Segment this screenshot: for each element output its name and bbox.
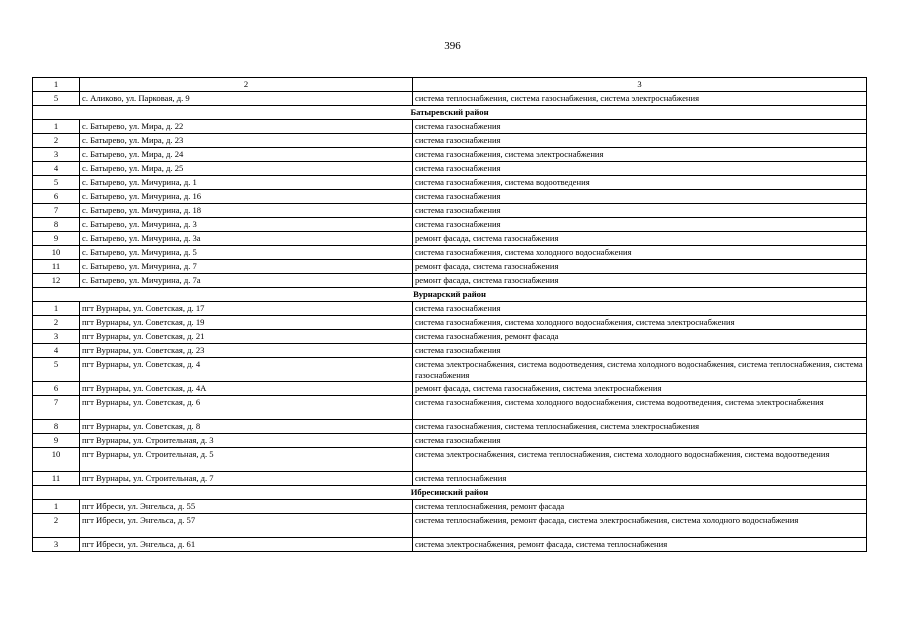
housing-works-table: [32, 77, 867, 552]
row-address: с. Батырево, ул. Мичурина, д. 3: [80, 218, 413, 232]
table-row: [33, 382, 867, 396]
row-works: система газоснабжения, система холодного водоснабжения, система электроснабжения: [413, 316, 867, 330]
row-address: с. Батырево, ул. Мичурина, д. 18: [80, 204, 413, 218]
row-address: с. Батырево, ул. Мичурина, д. 7: [80, 260, 413, 274]
page-number: 396: [444, 40, 461, 52]
section-header-row: [33, 288, 867, 302]
header-col-1: 1: [33, 78, 80, 92]
row-number: 5: [33, 358, 80, 382]
row-address: с. Батырево, ул. Мичурина, д. 7а: [80, 274, 413, 288]
district-name: Ибресинский район: [33, 486, 867, 500]
table-row: [33, 396, 867, 420]
row-address: пгт Вурнары, ул. Советская, д. 6: [80, 396, 413, 420]
row-works: ремонт фасада, система газоснабжения: [413, 274, 867, 288]
table-row: [33, 92, 867, 106]
table-row: [33, 162, 867, 176]
table-row: [33, 260, 867, 274]
row-works: система газоснабжения: [413, 302, 867, 316]
section-header-row: [33, 486, 867, 500]
row-address: пгт Ибреси, ул. Энгельса, д. 61: [80, 538, 413, 552]
table-row: [33, 204, 867, 218]
row-works: система теплоснабжения, система газоснабжения, система электроснабжения: [413, 92, 867, 106]
table-row: [33, 344, 867, 358]
row-works: ремонт фасада, система газоснабжения: [413, 232, 867, 246]
row-address: с. Батырево, ул. Мичурина, д. 3а: [80, 232, 413, 246]
row-address: пгт Ибреси, ул. Энгельса, д. 57: [80, 514, 413, 538]
table-row: [33, 420, 867, 434]
row-number: 6: [33, 382, 80, 396]
row-address: пгт Вурнары, ул. Строительная, д. 3: [80, 434, 413, 448]
table-row: [33, 434, 867, 448]
row-works: система газоснабжения: [413, 190, 867, 204]
row-works: система газоснабжения, система теплоснабжения, система электроснабжения: [413, 420, 867, 434]
row-works: система газоснабжения: [413, 344, 867, 358]
table-body: [33, 78, 867, 552]
row-number: 6: [33, 190, 80, 204]
row-number: 5: [33, 176, 80, 190]
row-works: система газоснабжения, ремонт фасада: [413, 330, 867, 344]
row-works: система газоснабжения: [413, 120, 867, 134]
row-address: пгт Вурнары, ул. Советская, д. 21: [80, 330, 413, 344]
row-address: с. Батырево, ул. Мира, д. 23: [80, 134, 413, 148]
row-works: система газоснабжения, система водоотведения: [413, 176, 867, 190]
row-works: система газоснабжения, система электроснабжения: [413, 148, 867, 162]
header-col-2: 2: [80, 78, 413, 92]
row-number: 7: [33, 204, 80, 218]
row-works: система газоснабжения: [413, 434, 867, 448]
row-number: 4: [33, 344, 80, 358]
table-row: [33, 218, 867, 232]
row-number: 2: [33, 316, 80, 330]
row-number: 11: [33, 472, 80, 486]
row-number: 9: [33, 434, 80, 448]
row-address: с. Батырево, ул. Мира, д. 25: [80, 162, 413, 176]
table-row: [33, 302, 867, 316]
table-row: [33, 232, 867, 246]
row-works: система газоснабжения: [413, 218, 867, 232]
row-address: с. Аликово, ул. Парковая, д. 9: [80, 92, 413, 106]
row-number: 4: [33, 162, 80, 176]
row-works: система электроснабжения, система водоотведения, система холодного водоснабжения, система теплоснабжения, система газоснабжения: [413, 358, 867, 382]
row-number: 2: [33, 134, 80, 148]
row-works: система теплоснабжения, ремонт фасада, система электроснабжения, система холодного водоснабжения: [413, 514, 867, 538]
row-number: 10: [33, 246, 80, 260]
row-works: система газоснабжения: [413, 162, 867, 176]
row-address: с. Батырево, ул. Мира, д. 24: [80, 148, 413, 162]
table-row: [33, 274, 867, 288]
row-address: с. Батырево, ул. Мичурина, д. 5: [80, 246, 413, 260]
row-number: 5: [33, 92, 80, 106]
row-address: пгт Вурнары, ул. Строительная, д. 5: [80, 448, 413, 472]
table-row: [33, 148, 867, 162]
row-address: пгт Вурнары, ул. Советская, д. 19: [80, 316, 413, 330]
row-address: пгт Вурнары, ул. Советская, д. 4: [80, 358, 413, 382]
table-row: [33, 500, 867, 514]
table-row: [33, 358, 867, 382]
row-address: с. Батырево, ул. Мира, д. 22: [80, 120, 413, 134]
row-works: система электроснабжения, ремонт фасада, система теплоснабжения: [413, 538, 867, 552]
row-works: ремонт фасада, система газоснабжения, система электроснабжения: [413, 382, 867, 396]
row-number: 10: [33, 448, 80, 472]
row-address: с. Батырево, ул. Мичурина, д. 1: [80, 176, 413, 190]
district-name: Вурнарский район: [33, 288, 867, 302]
row-number: 11: [33, 260, 80, 274]
table-row: [33, 472, 867, 486]
row-address: пгт Вурнары, ул. Советская, д. 23: [80, 344, 413, 358]
table-row: [33, 190, 867, 204]
table-row: [33, 330, 867, 344]
row-number: 1: [33, 500, 80, 514]
row-number: 2: [33, 514, 80, 538]
table-row: [33, 134, 867, 148]
row-works: система газоснабжения: [413, 204, 867, 218]
district-name: Батыревский район: [33, 106, 867, 120]
row-number: 12: [33, 274, 80, 288]
row-number: 3: [33, 148, 80, 162]
table-row: [33, 514, 867, 538]
row-number: 1: [33, 120, 80, 134]
row-number: 9: [33, 232, 80, 246]
table-row: [33, 538, 867, 552]
row-works: система газоснабжения, система холодного водоснабжения: [413, 246, 867, 260]
row-works: система теплоснабжения, ремонт фасада: [413, 500, 867, 514]
table-header-row: [33, 78, 867, 92]
row-address: пгт Вурнары, ул. Советская, д. 8: [80, 420, 413, 434]
table-row: [33, 316, 867, 330]
row-works: система электроснабжения, система теплоснабжения, система холодного водоснабжения, система водоотведения: [413, 448, 867, 472]
row-number: 3: [33, 330, 80, 344]
row-number: 1: [33, 302, 80, 316]
row-address: пгт Вурнары, ул. Советская, д. 4А: [80, 382, 413, 396]
row-address: с. Батырево, ул. Мичурина, д. 16: [80, 190, 413, 204]
row-works: система газоснабжения, система холодного водоснабжения, система водоотведения, система электроснабжения: [413, 396, 867, 420]
table-row: [33, 448, 867, 472]
row-address: пгт Ибреси, ул. Энгельса, д. 55: [80, 500, 413, 514]
table-row: [33, 246, 867, 260]
row-number: 8: [33, 218, 80, 232]
section-header-row: [33, 106, 867, 120]
row-number: 3: [33, 538, 80, 552]
row-address: пгт Вурнары, ул. Строительная, д. 7: [80, 472, 413, 486]
row-works: система газоснабжения: [413, 134, 867, 148]
row-works: ремонт фасада, система газоснабжения: [413, 260, 867, 274]
row-works: система теплоснабжения: [413, 472, 867, 486]
header-col-3: 3: [413, 78, 867, 92]
row-number: 8: [33, 420, 80, 434]
table-row: [33, 176, 867, 190]
row-address: пгт Вурнары, ул. Советская, д. 17: [80, 302, 413, 316]
row-number: 7: [33, 396, 80, 420]
table-row: [33, 120, 867, 134]
